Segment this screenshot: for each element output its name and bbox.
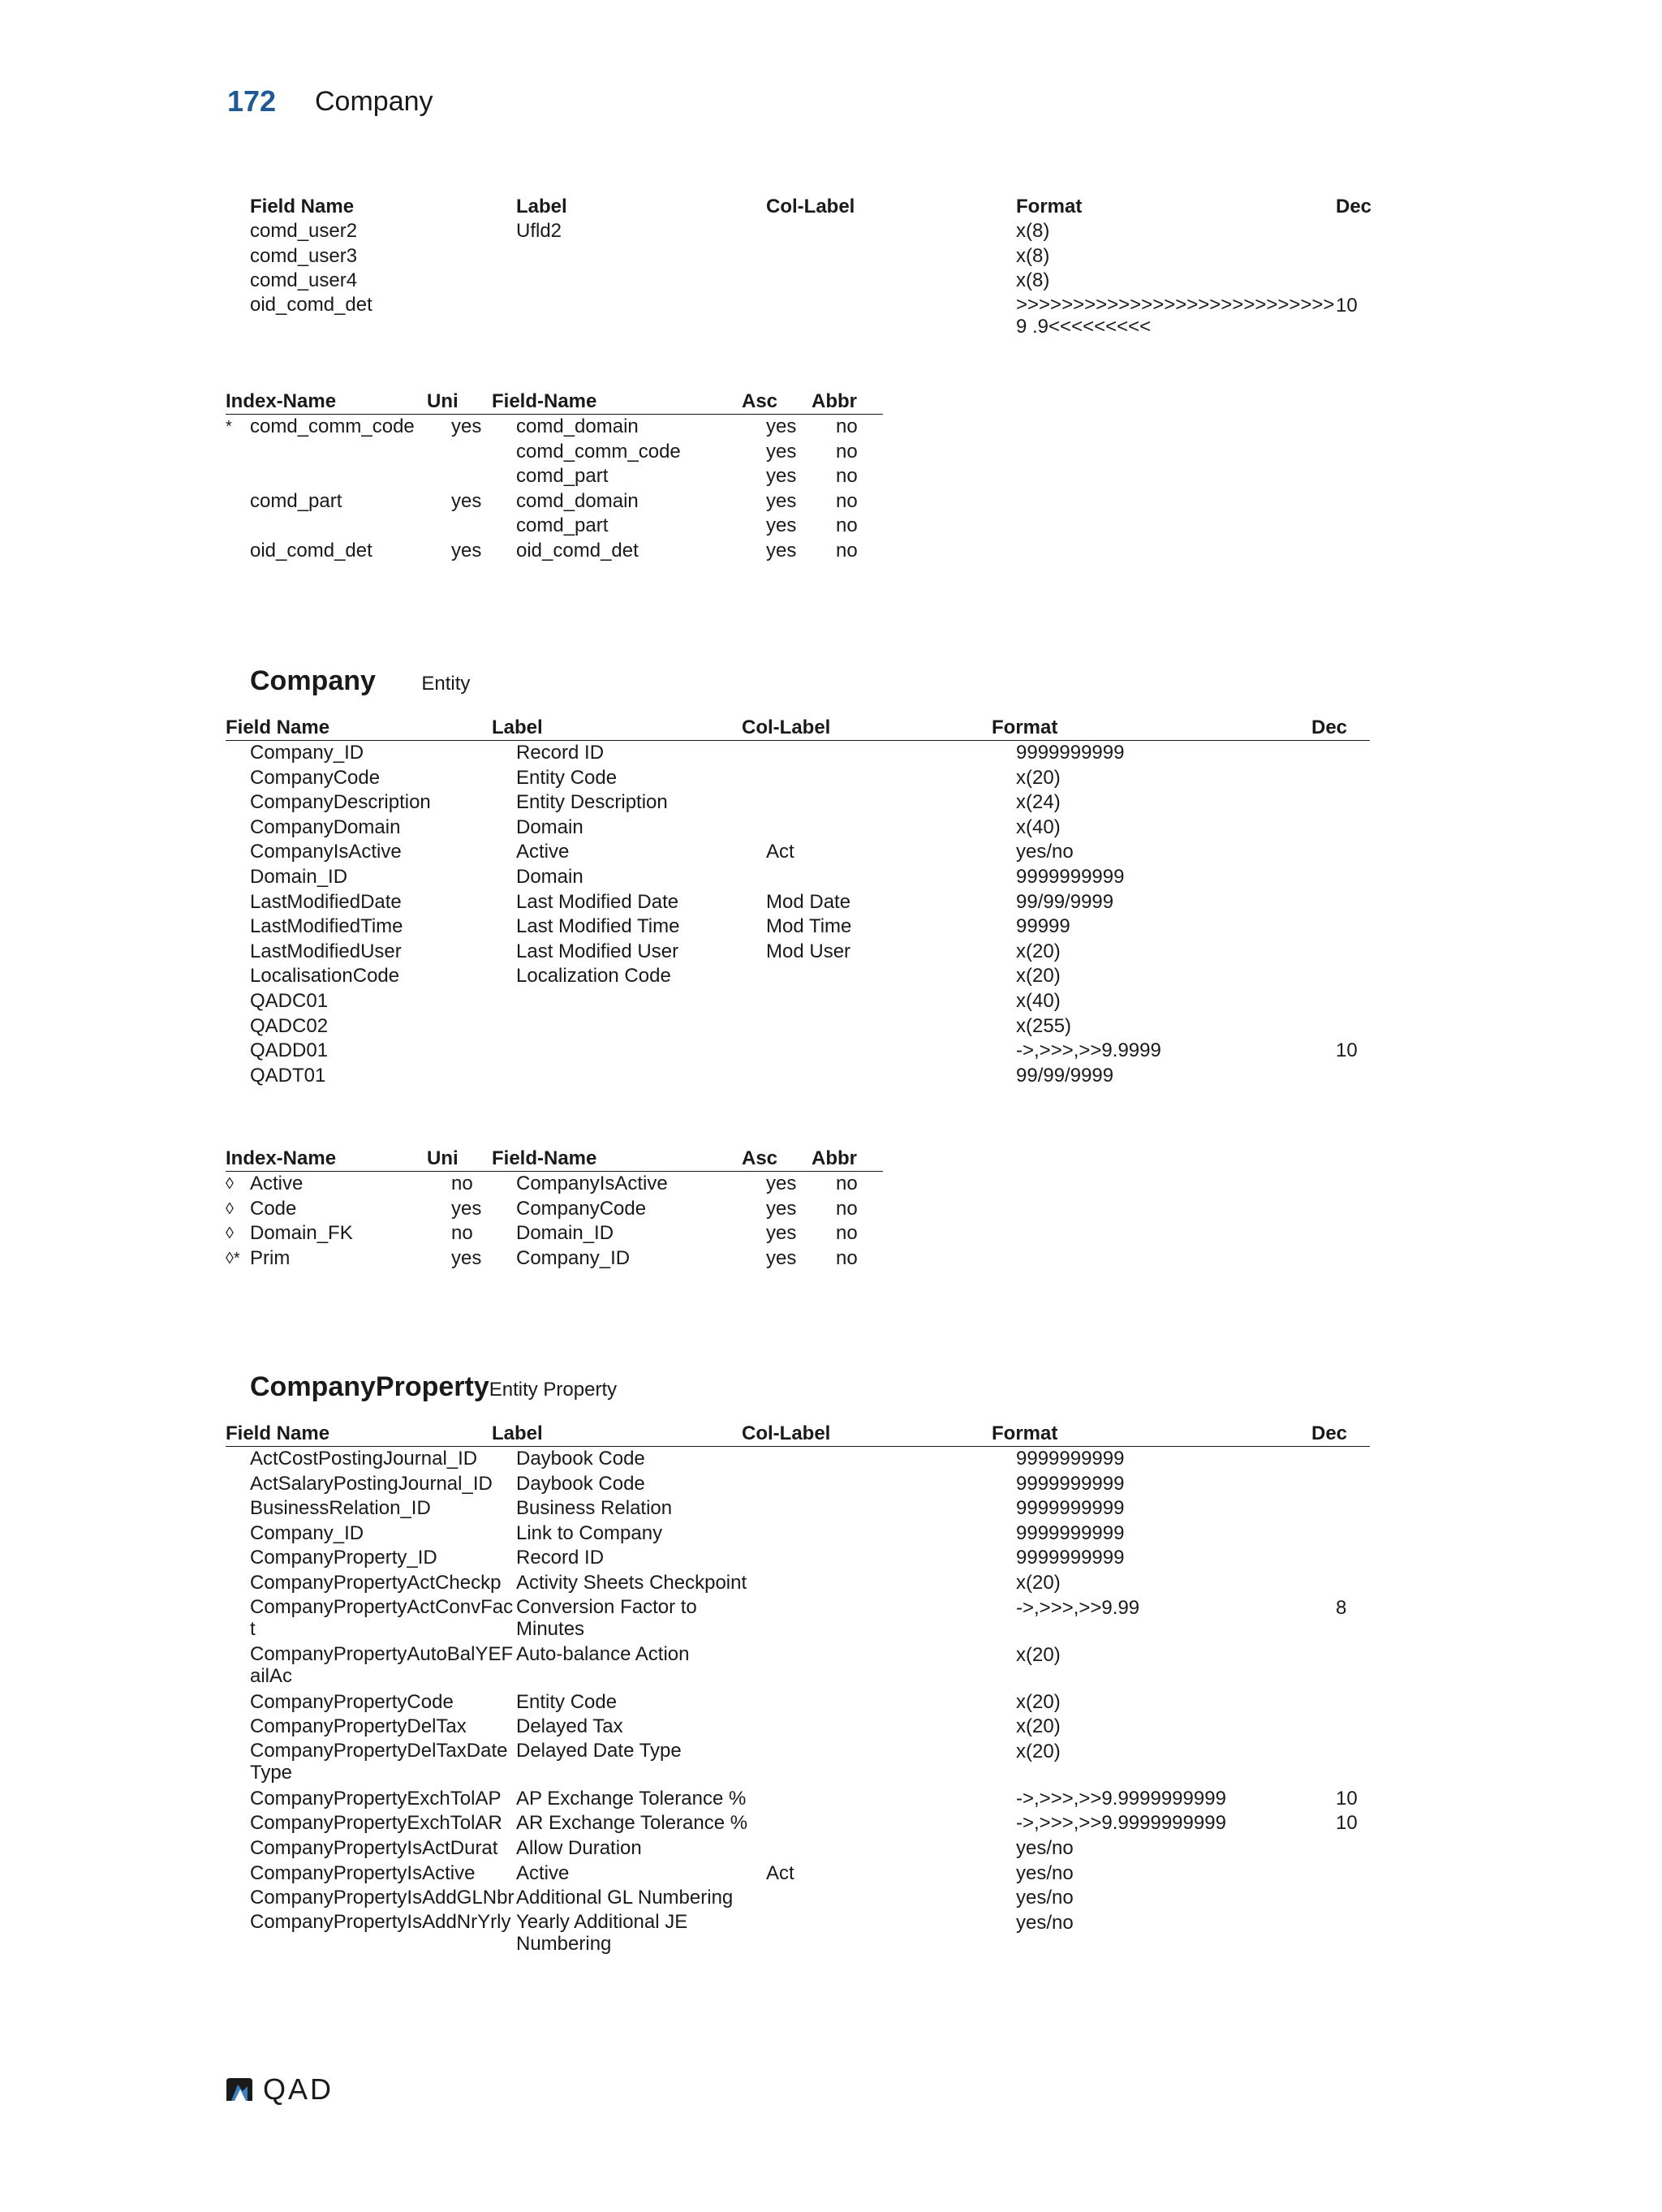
cell-label: Record ID: [516, 742, 605, 764]
cell-format: yes/no: [1016, 841, 1074, 863]
cell-field-name: CompanyPropertyDelTaxDate Type: [250, 1739, 508, 1784]
cell-label: Domain: [516, 816, 583, 838]
column-header-format: Format: [992, 717, 1058, 738]
cell-label: Record ID: [516, 1547, 605, 1569]
column-header-field-name: Field Name: [226, 717, 330, 738]
comd-index-table: [226, 389, 883, 564]
cell-abbr: no: [836, 489, 858, 512]
cell-field-name: CompanyPropertyIsAddGLNbr: [250, 1887, 515, 1909]
cell-asc: yes: [766, 1197, 797, 1220]
company-table-subtitle: Entity: [421, 673, 471, 695]
cell-field-name: Company_ID: [250, 1521, 364, 1544]
column-header-field-name: Field Name: [250, 196, 355, 217]
cell-format: 9999999999: [1016, 865, 1125, 888]
column-header-dec: Dec: [1311, 717, 1348, 738]
table-row: [250, 989, 1370, 1014]
cell-label: Entity Description: [516, 791, 668, 814]
index-marker: ◊: [226, 1224, 234, 1243]
company-table-name: Company: [250, 665, 376, 696]
cell-format: ->,>>>,>>9.9999: [1016, 1039, 1161, 1062]
cell-format: 99/99/9999: [1016, 890, 1114, 913]
table-header: [250, 195, 1370, 219]
cell-format: x(20): [1016, 1643, 1061, 1666]
table-row: [250, 1886, 1370, 1911]
cell-asc: yes: [766, 415, 797, 437]
cell-asc: yes: [766, 1173, 797, 1194]
table-row: [250, 244, 1370, 269]
cell-field-name: LastModifiedUser: [250, 940, 402, 962]
cell-label: Delayed Date Type: [516, 1739, 682, 1762]
cell-field-name: CompanyPropertyDelTax: [250, 1715, 467, 1738]
column-header-index-name: Index-Name: [226, 1147, 337, 1169]
cell-label: AP Exchange Tolerance %: [516, 1787, 747, 1810]
cell-label: Last Modified User: [516, 940, 679, 962]
cell-uni: yes: [451, 1197, 482, 1220]
column-header-format: Format: [992, 1422, 1058, 1444]
cell-field-name: comd_user4: [250, 269, 358, 292]
cell-format: x(255): [1016, 1014, 1072, 1037]
table-header: [226, 389, 883, 415]
cell-field-name: Company_ID: [516, 1246, 631, 1269]
cell-label: Additional GL Numbering: [516, 1887, 734, 1909]
cell-format: 99/99/9999: [1016, 1064, 1114, 1087]
cell-asc: yes: [766, 539, 797, 562]
cell-uni: no: [451, 1222, 473, 1245]
table-row: [250, 816, 1370, 841]
cell-label: AR Exchange Tolerance %: [516, 1812, 748, 1835]
cell-abbr: no: [836, 1173, 858, 1194]
index-marker: *: [226, 418, 232, 436]
table-row: [250, 269, 1370, 294]
cell-format: 9999999999: [1016, 742, 1125, 764]
cell-abbr: no: [836, 440, 858, 463]
index-marker: ◊: [226, 1175, 234, 1193]
table-row: [250, 1811, 1370, 1836]
column-header-dec: Dec: [1311, 1422, 1348, 1444]
cell-uni: no: [451, 1173, 473, 1194]
cell-field-name: CompanyProperty_ID: [250, 1547, 437, 1569]
cell-index-name: Domain_FK: [250, 1222, 353, 1245]
column-header-abbr: Abbr: [812, 390, 857, 412]
cell-field-name: QADC02: [250, 1014, 329, 1037]
table-row: [250, 865, 1370, 890]
cell-field-name: CompanyPropertyExchTolAR: [250, 1812, 502, 1835]
companyproperty-table-name: CompanyProperty: [250, 1371, 489, 1402]
cell-uni: yes: [451, 1246, 482, 1269]
column-header-asc: Asc: [742, 390, 778, 412]
table-row: [250, 766, 1370, 791]
cell-label: Ufld2: [516, 220, 562, 242]
column-header-dec: Dec: [1336, 196, 1372, 217]
cell-label: Activity Sheets Checkpoint: [516, 1571, 747, 1594]
cell-field-name: Domain_ID: [250, 865, 348, 888]
column-header-index-name: Index-Name: [226, 390, 337, 412]
cell-field-name: LocalisationCode: [250, 965, 400, 988]
cell-col-label: Mod User: [766, 940, 851, 962]
cell-asc: yes: [766, 489, 797, 512]
table-row: [250, 219, 1370, 244]
cell-abbr: no: [836, 415, 858, 437]
cell-field-name: comd_comm_code: [516, 440, 681, 463]
cell-field-name: CompanyPropertyActCheckp: [250, 1571, 502, 1594]
cell-field-name: LastModifiedTime: [250, 915, 403, 938]
company-index-table: [226, 1147, 883, 1271]
cell-label: Yearly Additional JE Numbering: [516, 1910, 688, 1955]
column-header-col-label: Col-Label: [742, 1422, 831, 1444]
table-row: [250, 1690, 1370, 1715]
cell-format: x(20): [1016, 1715, 1061, 1738]
cell-label: Entity Code: [516, 1690, 618, 1713]
companyproperty-field-table: [226, 1422, 1370, 1958]
company-section-title: [250, 665, 470, 697]
cell-col-label: Mod Date: [766, 890, 851, 913]
column-header-label: Label: [516, 196, 567, 217]
cell-field-name: comd_domain: [516, 489, 639, 512]
cell-field-name: CompanyDomain: [250, 816, 401, 838]
cell-abbr: no: [836, 1197, 858, 1220]
cell-field-name: CompanyIsActive: [250, 841, 402, 863]
cell-uni: yes: [451, 489, 482, 512]
cell-index-name: comd_comm_code: [250, 415, 415, 437]
cell-format: 9999999999: [1016, 1472, 1125, 1495]
cell-label: Active: [516, 1861, 570, 1884]
cell-format: x(20): [1016, 766, 1061, 789]
table-row: [250, 1596, 1370, 1643]
cell-field-name: QADT01: [250, 1064, 326, 1087]
qad-logo-icon: [224, 2076, 255, 2102]
cell-field-name: QADC01: [250, 989, 329, 1012]
column-header-uni: Uni: [427, 390, 459, 412]
table-row: [226, 1197, 883, 1222]
companyproperty-section-title: [250, 1371, 617, 1403]
cell-field-name: CompanyPropertyAutoBalYEF ailAc: [250, 1642, 514, 1687]
cell-format: 9999999999: [1016, 1497, 1125, 1520]
cell-format: x(20): [1016, 1571, 1061, 1594]
table-row: [226, 1246, 883, 1272]
cell-field-name: QADD01: [250, 1039, 329, 1062]
table-row: [250, 1064, 1370, 1089]
cell-label: Delayed Tax: [516, 1715, 623, 1738]
cell-asc: yes: [766, 440, 797, 463]
cell-uni: yes: [451, 539, 482, 562]
column-header-abbr: Abbr: [812, 1147, 857, 1169]
companyproperty-table-subtitle: Entity Property: [489, 1379, 618, 1401]
table-row: [250, 1715, 1370, 1740]
cell-dec: 10: [1336, 1787, 1358, 1810]
table-row: [226, 1172, 883, 1197]
cell-label: Entity Code: [516, 766, 618, 789]
cell-format: 9999999999: [1016, 1448, 1125, 1470]
cell-asc: yes: [766, 514, 797, 537]
cell-field-name: CompanyPropertyExchTolAP: [250, 1787, 502, 1810]
column-header-uni: Uni: [427, 1147, 459, 1169]
cell-format: x(8): [1016, 220, 1050, 242]
cell-format: x(8): [1016, 269, 1050, 292]
cell-label: Link to Company: [516, 1521, 663, 1544]
cell-label: Active: [516, 841, 570, 863]
cell-field-name: Company_ID: [250, 742, 364, 764]
cell-format: 9999999999: [1016, 1547, 1125, 1569]
table-row: [250, 790, 1370, 816]
cell-field-name: CompanyCode: [516, 1197, 647, 1220]
table-row: [250, 1014, 1370, 1039]
cell-label: Business Relation: [516, 1497, 673, 1520]
cell-field-name: comd_user2: [250, 220, 358, 242]
column-header-label: Label: [492, 1422, 543, 1444]
cell-label: Last Modified Date: [516, 890, 679, 913]
cell-format: yes/no: [1016, 1911, 1074, 1934]
cell-field-name: comd_part: [516, 514, 609, 537]
table-row: [250, 1447, 1370, 1472]
table-row: [250, 539, 883, 564]
page-title: Company: [315, 86, 433, 117]
table-header: [226, 716, 1370, 741]
cell-format: x(8): [1016, 244, 1050, 267]
cell-field-name: BusinessRelation_ID: [250, 1497, 431, 1520]
cell-col-label: Mod Time: [766, 915, 852, 938]
table-row: [250, 1039, 1370, 1064]
cell-format: 9999999999: [1016, 1521, 1125, 1544]
column-header-field-name: Field-Name: [492, 390, 597, 412]
cell-abbr: no: [836, 539, 858, 562]
cell-label: Last Modified Time: [516, 915, 680, 938]
column-header-field-name: Field-Name: [492, 1147, 597, 1169]
cell-format: 99999: [1016, 915, 1070, 938]
cell-index-name: comd_part: [250, 489, 342, 512]
cell-format: yes/no: [1016, 1861, 1074, 1884]
column-header-col-label: Col-Label: [766, 196, 855, 217]
table-header: [226, 1422, 1370, 1447]
table-row: [250, 1643, 1370, 1690]
cell-abbr: no: [836, 514, 858, 537]
table-row: [250, 1861, 1370, 1887]
table-row: [250, 440, 883, 465]
qad-logo-text: QAD: [263, 2072, 334, 2106]
cell-asc: yes: [766, 1222, 797, 1245]
cell-field-name: LastModifiedDate: [250, 890, 402, 913]
company-field-table: [226, 716, 1370, 1088]
cell-format: ->,>>>,>>9.9999999999: [1016, 1812, 1226, 1835]
table-row: [250, 1521, 1370, 1547]
cell-format: yes/no: [1016, 1836, 1074, 1859]
cell-label: Auto-balance Action: [516, 1642, 690, 1665]
cell-col-label: Act: [766, 1861, 794, 1884]
column-header-col-label: Col-Label: [742, 717, 831, 738]
cell-field-name: CompanyPropertyIsActDurat: [250, 1836, 498, 1859]
cell-label: Daybook Code: [516, 1472, 645, 1495]
table-row: [250, 1496, 1370, 1521]
cell-format: x(40): [1016, 989, 1061, 1012]
cell-field-name: comd_user3: [250, 244, 358, 267]
column-header-field-name: Field Name: [226, 1422, 330, 1444]
cell-field-name: comd_domain: [516, 415, 639, 437]
table-row: [226, 415, 883, 440]
table-row: [250, 940, 1370, 965]
table-row: [250, 514, 883, 539]
cell-field-name: CompanyCode: [250, 766, 381, 789]
cell-dec: 10: [1336, 1812, 1358, 1835]
table-row: [250, 840, 1370, 865]
cell-format: x(20): [1016, 940, 1061, 962]
table-row: [250, 1546, 1370, 1571]
table-row: [250, 294, 1370, 341]
cell-format: x(20): [1016, 1740, 1061, 1762]
cell-format: yes/no: [1016, 1887, 1074, 1909]
qad-logo: [224, 2072, 334, 2107]
cell-index-name: Code: [250, 1197, 297, 1220]
cell-asc: yes: [766, 1246, 797, 1269]
column-header-asc: Asc: [742, 1147, 778, 1169]
cell-field-name: ActSalaryPostingJournal_ID: [250, 1472, 493, 1495]
cell-index-name: Prim: [250, 1246, 291, 1269]
table-row: [250, 1571, 1370, 1596]
table-row: [250, 464, 883, 489]
cell-field-name: CompanyIsActive: [516, 1173, 668, 1194]
cell-label: Allow Duration: [516, 1836, 642, 1859]
cell-field-name: Domain_ID: [516, 1222, 614, 1245]
cell-field-name: oid_comd_det: [250, 293, 372, 316]
cell-col-label: Act: [766, 841, 794, 863]
table-header: [226, 1147, 883, 1172]
table-row: [250, 964, 1370, 989]
table-row: [250, 1740, 1370, 1787]
cell-abbr: no: [836, 465, 858, 488]
cell-format: ->,>>>,>>9.99: [1016, 1596, 1140, 1619]
cell-abbr: no: [836, 1222, 858, 1245]
table-row: [250, 741, 1370, 766]
cell-asc: yes: [766, 465, 797, 488]
cell-format: >>>>>>>>>>>>>>>>>>>>>>>>>>>>9 .9<<<<<<<<<: [1016, 293, 1335, 338]
index-marker: ◊: [226, 1199, 234, 1218]
column-header-format: Format: [1016, 196, 1083, 217]
cell-field-name: ActCostPostingJournal_ID: [250, 1448, 478, 1470]
cell-field-name: comd_part: [516, 465, 609, 488]
cell-format: ->,>>>,>>9.9999999999: [1016, 1787, 1226, 1810]
table-row: [226, 1221, 883, 1246]
cell-dec: 8: [1336, 1596, 1347, 1619]
cell-dec: 10: [1336, 294, 1358, 316]
table-row: [250, 890, 1370, 915]
cell-format: x(24): [1016, 791, 1061, 814]
cell-format: x(40): [1016, 816, 1061, 838]
comd-field-table: [250, 195, 1370, 341]
cell-label: Localization Code: [516, 965, 671, 988]
index-marker: ◊*: [226, 1249, 240, 1267]
table-row: [250, 914, 1370, 940]
table-row: [250, 1787, 1370, 1812]
cell-field-name: CompanyPropertyIsActive: [250, 1861, 476, 1884]
column-header-label: Label: [492, 717, 543, 738]
cell-format: x(20): [1016, 1690, 1061, 1713]
cell-index-name: oid_comd_det: [250, 539, 372, 562]
cell-abbr: no: [836, 1246, 858, 1269]
cell-field-name: CompanyPropertyIsAddNrYrly: [250, 1910, 511, 1933]
cell-format: x(20): [1016, 965, 1061, 988]
cell-field-name: CompanyPropertyActConvFac t: [250, 1595, 514, 1640]
cell-label: Conversion Factor to Minutes: [516, 1595, 697, 1640]
table-row: [250, 1911, 1370, 1958]
table-row: [250, 1836, 1370, 1861]
cell-uni: yes: [451, 415, 482, 437]
cell-dec: 10: [1336, 1039, 1358, 1062]
table-row: [250, 489, 883, 514]
cell-label: Domain: [516, 865, 583, 888]
table-row: [250, 1472, 1370, 1497]
cell-index-name: Active: [250, 1173, 304, 1194]
cell-field-name: CompanyPropertyCode: [250, 1690, 454, 1713]
cell-field-name: CompanyDescription: [250, 791, 431, 814]
cell-label: Daybook Code: [516, 1448, 645, 1470]
cell-field-name: oid_comd_det: [516, 539, 639, 562]
page-number: 172: [227, 84, 277, 118]
